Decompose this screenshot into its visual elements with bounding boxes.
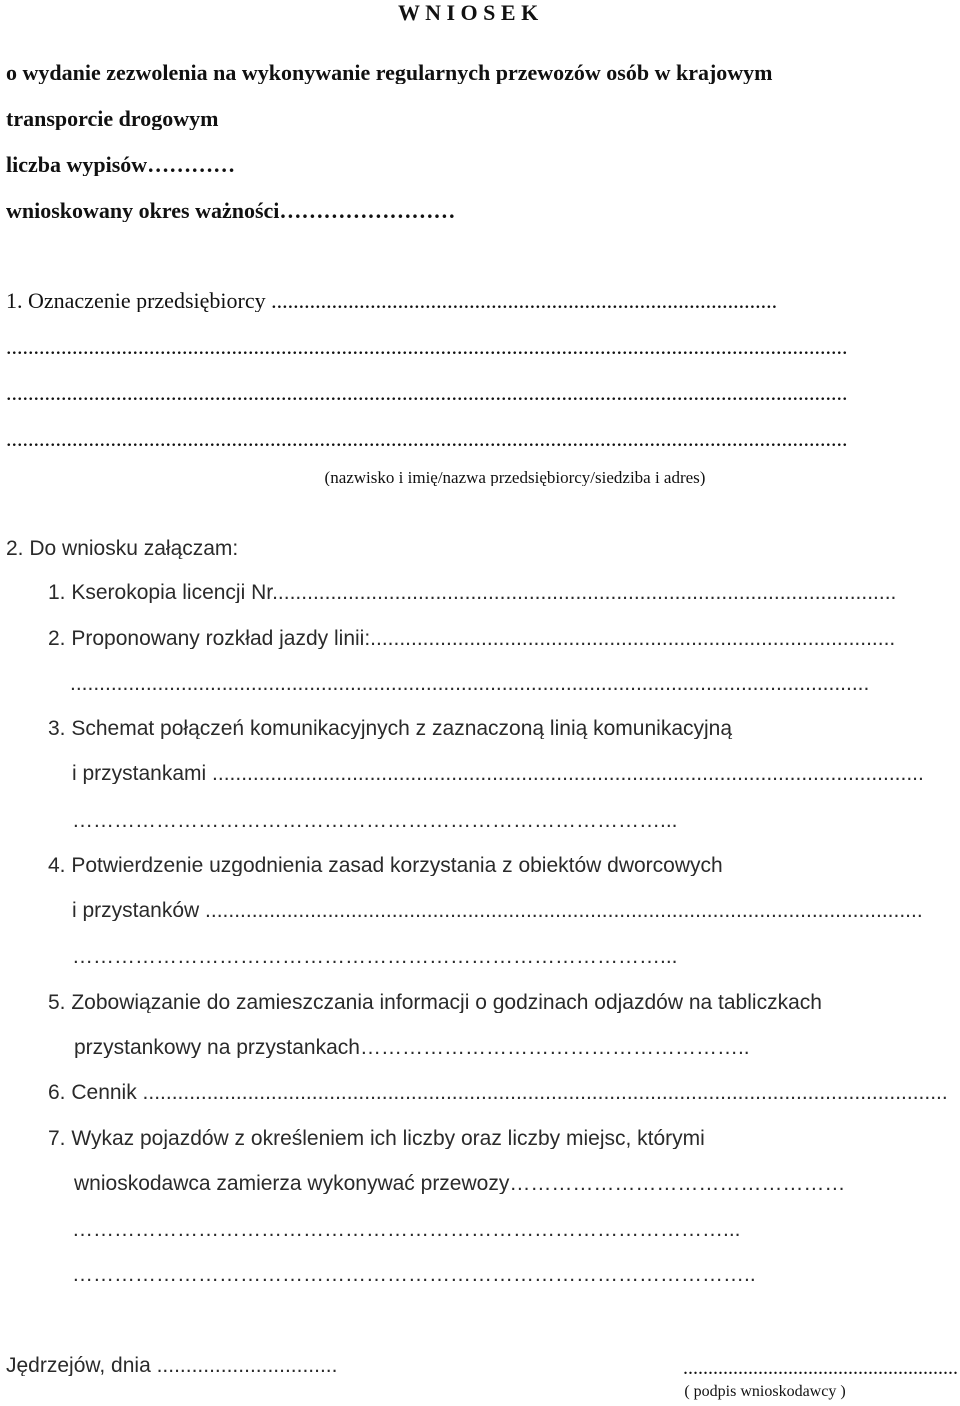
entrepreneur-field-caption: (nazwisko i imię/nazwa przedsiębiorcy/siedziba i adres) [324,469,706,486]
entrepreneur-dotted-line: ......................................................................................................................................................... [6,336,848,358]
attachment-item-timetable: 2. Proponowany rozkład jazdy linii:.......................................................................................... [48,628,896,649]
attachment-item-vehicle-list-continuation: …………………………………………………………………………………... [72,1219,741,1240]
document-subtitle-line-2: transporcie drogowym [6,108,219,130]
entrepreneur-dotted-line: ......................................................................................................................................................... [6,382,848,404]
attachment-item-route-scheme-stops: i przystankami .......................................................................................................................... [72,763,924,784]
attachments-heading: 2. Do wniosku załączam: [6,538,239,559]
document-subtitle-line-1: o wydanie zezwolenia na wykonywanie regularnych przewozów osób w krajowym [6,62,773,84]
attachment-item-route-scheme-continuation: …………………………………………………………………………... [72,810,678,831]
place-and-date-field: Jędrzejów, dnia ............................... [6,1355,338,1376]
signature-line: ....................................................... [683,1358,958,1378]
attachment-item-timetable-continuation: ......................................................................................................................................... [70,673,870,694]
attachment-item-license-copy: 1. Kserokopia licencji Nr........................................................................................................... [48,582,897,603]
validity-period-field: wnioskowany okres ważności…………………… [6,200,456,222]
attachment-item-route-scheme: 3. Schemat połączeń komunikacyjnych z zaznaczoną linią komunikacyjną [48,718,733,739]
attachment-item-station-agreement: 4. Potwierdzenie uzgodnienia zasad korzystania z obiektów dworcowych [48,855,723,876]
attachment-item-station-agreement-stops: i przystanków ........................................................................................................................... [72,900,923,921]
copies-count-field: liczba wypisów………… [6,154,236,176]
page-title: W N I O S E K [398,2,539,24]
attachment-item-price-list: 6. Cennik .......................................................................................................................................... [48,1082,948,1103]
signature-caption: ( podpis wnioskodawcy ) [684,1384,846,1400]
attachment-item-vehicle-list-purpose: wnioskodawca zamierza wykonywać przewozy………………………………………… [74,1173,846,1194]
attachment-item-station-agreement-continuation: …………………………………………………………………………... [72,946,678,967]
entrepreneur-designation-label: 1. Oznaczenie przedsiębiorcy ............................................................................................ [6,290,778,312]
attachment-item-schedule-boards-continuation: przystankowy na przystankach……………………………………………….. [74,1037,750,1058]
attachment-item-vehicle-list-continuation: …………………………………………………………………………………….. [72,1264,756,1285]
entrepreneur-dotted-line: ......................................................................................................................................................... [6,428,848,450]
attachment-item-schedule-boards: 5. Zobowiązanie do zamieszczania informacji o godzinach odjazdów na tabliczkach [48,992,822,1013]
attachment-item-vehicle-list: 7. Wykaz pojazdów z określeniem ich liczby oraz liczby miejsc, którymi [48,1128,705,1149]
